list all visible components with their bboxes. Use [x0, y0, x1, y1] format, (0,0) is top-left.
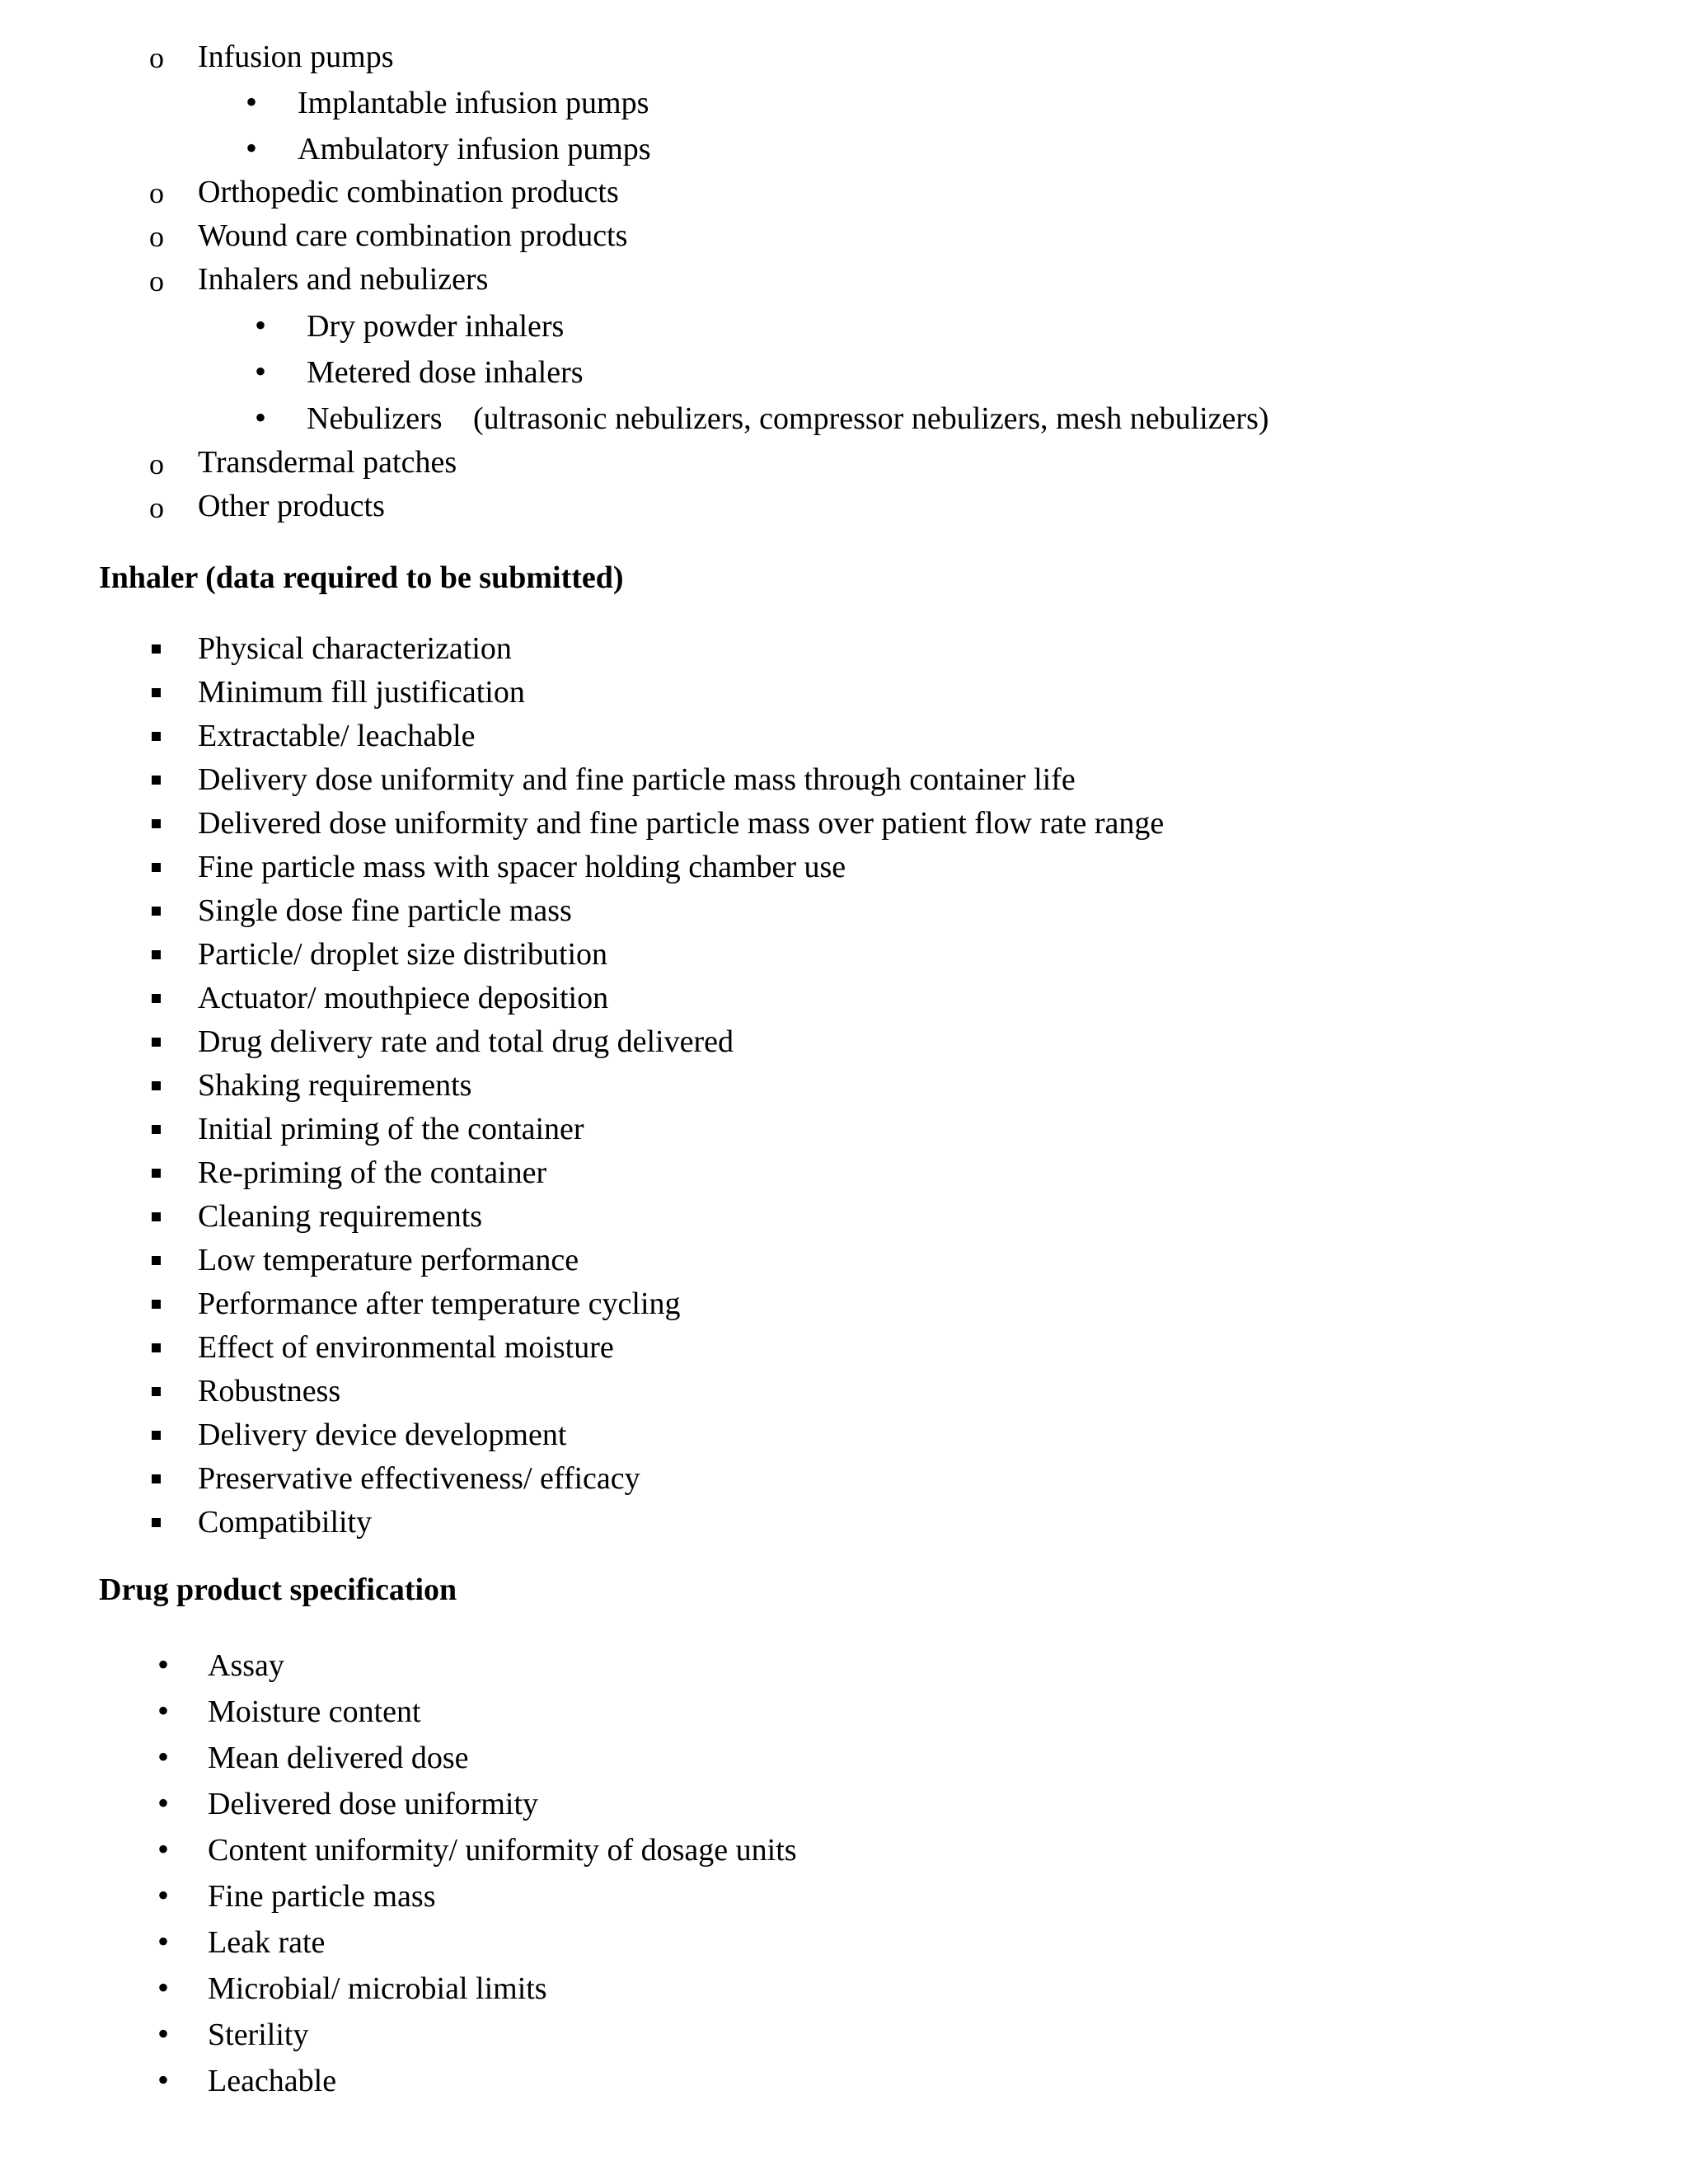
list-item: Low temperature performance	[198, 1243, 579, 1277]
list-item: Leak rate	[208, 1925, 326, 1960]
square-bullet-icon	[152, 863, 161, 872]
list-item: Orthopedic combination products	[198, 175, 619, 209]
list-item: Drug delivery rate and total drug delivered	[198, 1024, 734, 1059]
section-heading: Drug product specification	[99, 1572, 457, 1607]
bullet-icon: •	[157, 2015, 170, 2052]
list-item: Dry powder inhalers	[307, 309, 565, 344]
bullet-icon: •	[157, 1830, 170, 1868]
bullet-icon: •	[255, 399, 267, 436]
list-item: Minimum fill justification	[198, 675, 525, 710]
list-item: Assay	[208, 1648, 284, 1683]
bullet-icon: •	[255, 307, 267, 344]
list-item: Cleaning requirements	[198, 1199, 483, 1234]
list-item: Ambulatory infusion pumps	[298, 132, 651, 166]
square-bullet-icon	[152, 688, 161, 697]
circle-bullet-icon: o	[149, 491, 164, 524]
list-item: Inhalers and nebulizers	[198, 262, 489, 297]
list-item: Compatibility	[198, 1505, 373, 1540]
circle-bullet-icon: o	[149, 220, 164, 253]
square-bullet-icon	[152, 1212, 161, 1221]
square-bullet-icon	[152, 1169, 161, 1178]
list-item: Sterility	[208, 2018, 309, 2052]
square-bullet-icon	[152, 1125, 161, 1134]
square-bullet-icon	[152, 1081, 161, 1090]
list-item: Fine particle mass	[208, 1879, 436, 1914]
list-item: Delivery dose uniformity and fine particle mass through container life	[198, 762, 1076, 797]
square-bullet-icon	[152, 950, 161, 959]
bullet-icon: •	[246, 83, 258, 120]
list-item: Infusion pumps	[198, 40, 394, 74]
list-item: Single dose fine particle mass	[198, 893, 572, 928]
list-item: Delivery device development	[198, 1418, 567, 1452]
list-item: Delivered dose uniformity and fine particle mass over patient flow rate range	[198, 806, 1165, 841]
square-bullet-icon	[152, 1343, 161, 1352]
bullet-icon: •	[157, 1692, 170, 1729]
circle-bullet-icon: o	[149, 41, 164, 74]
list-item: Moisture content	[208, 1694, 421, 1729]
bullet-icon: •	[246, 129, 258, 166]
list-item: Performance after temperature cycling	[198, 1286, 681, 1321]
list-item: Microbial/ microbial limits	[208, 1971, 547, 2006]
bullet-icon: •	[157, 2061, 170, 2098]
square-bullet-icon	[152, 732, 161, 741]
list-item: Fine particle mass with spacer holding chamber use	[198, 850, 846, 884]
square-bullet-icon	[152, 644, 161, 654]
bullet-icon: •	[255, 353, 267, 390]
square-bullet-icon	[152, 1300, 161, 1309]
list-item: Preservative effectiveness/ efficacy	[198, 1461, 640, 1496]
list-item: Wound care combination products	[198, 218, 628, 253]
list-item: Nebulizers	[307, 401, 443, 436]
list-item: Physical characterization	[198, 631, 512, 666]
square-bullet-icon	[152, 819, 161, 828]
list-item: Mean delivered dose	[208, 1741, 469, 1775]
square-bullet-icon	[152, 1518, 161, 1527]
circle-bullet-icon: o	[149, 265, 164, 298]
list-item: Extractable/ leachable	[198, 719, 476, 753]
list-item: Effect of environmental moisture	[198, 1330, 614, 1365]
square-bullet-icon	[152, 1431, 161, 1440]
bullet-icon: •	[157, 1738, 170, 1775]
circle-bullet-icon: o	[149, 176, 164, 209]
bullet-icon: •	[157, 1969, 170, 2006]
list-item: Content uniformity/ uniformity of dosage units	[208, 1833, 797, 1868]
bullet-icon: •	[157, 1877, 170, 1914]
list-item-note: (ultrasonic nebulizers, compressor nebulizers, mesh nebulizers)	[473, 401, 1269, 436]
bullet-icon: •	[157, 1923, 170, 1960]
bullet-icon: •	[157, 1784, 170, 1821]
square-bullet-icon	[152, 994, 161, 1003]
circle-bullet-icon: o	[149, 448, 164, 480]
list-item: Shaking requirements	[198, 1068, 472, 1103]
list-item: Metered dose inhalers	[307, 355, 584, 390]
list-item: Re-priming of the container	[198, 1155, 547, 1190]
section-heading: Inhaler (data required to be submitted)	[99, 560, 624, 595]
square-bullet-icon	[152, 907, 161, 916]
list-item: Transdermal patches	[198, 445, 457, 480]
list-item: Implantable infusion pumps	[298, 86, 649, 120]
list-item: Robustness	[198, 1374, 341, 1408]
square-bullet-icon	[152, 1474, 161, 1483]
list-item: Delivered dose uniformity	[208, 1787, 539, 1821]
square-bullet-icon	[152, 1387, 161, 1396]
list-item: Leachable	[208, 2064, 337, 2098]
list-item: Initial priming of the container	[198, 1112, 584, 1146]
square-bullet-icon	[152, 1256, 161, 1265]
list-item: Particle/ droplet size distribution	[198, 937, 608, 972]
bullet-icon: •	[157, 1646, 170, 1683]
square-bullet-icon	[152, 776, 161, 785]
list-item: Actuator/ mouthpiece deposition	[198, 981, 609, 1015]
square-bullet-icon	[152, 1038, 161, 1047]
list-item: Other products	[198, 489, 385, 523]
